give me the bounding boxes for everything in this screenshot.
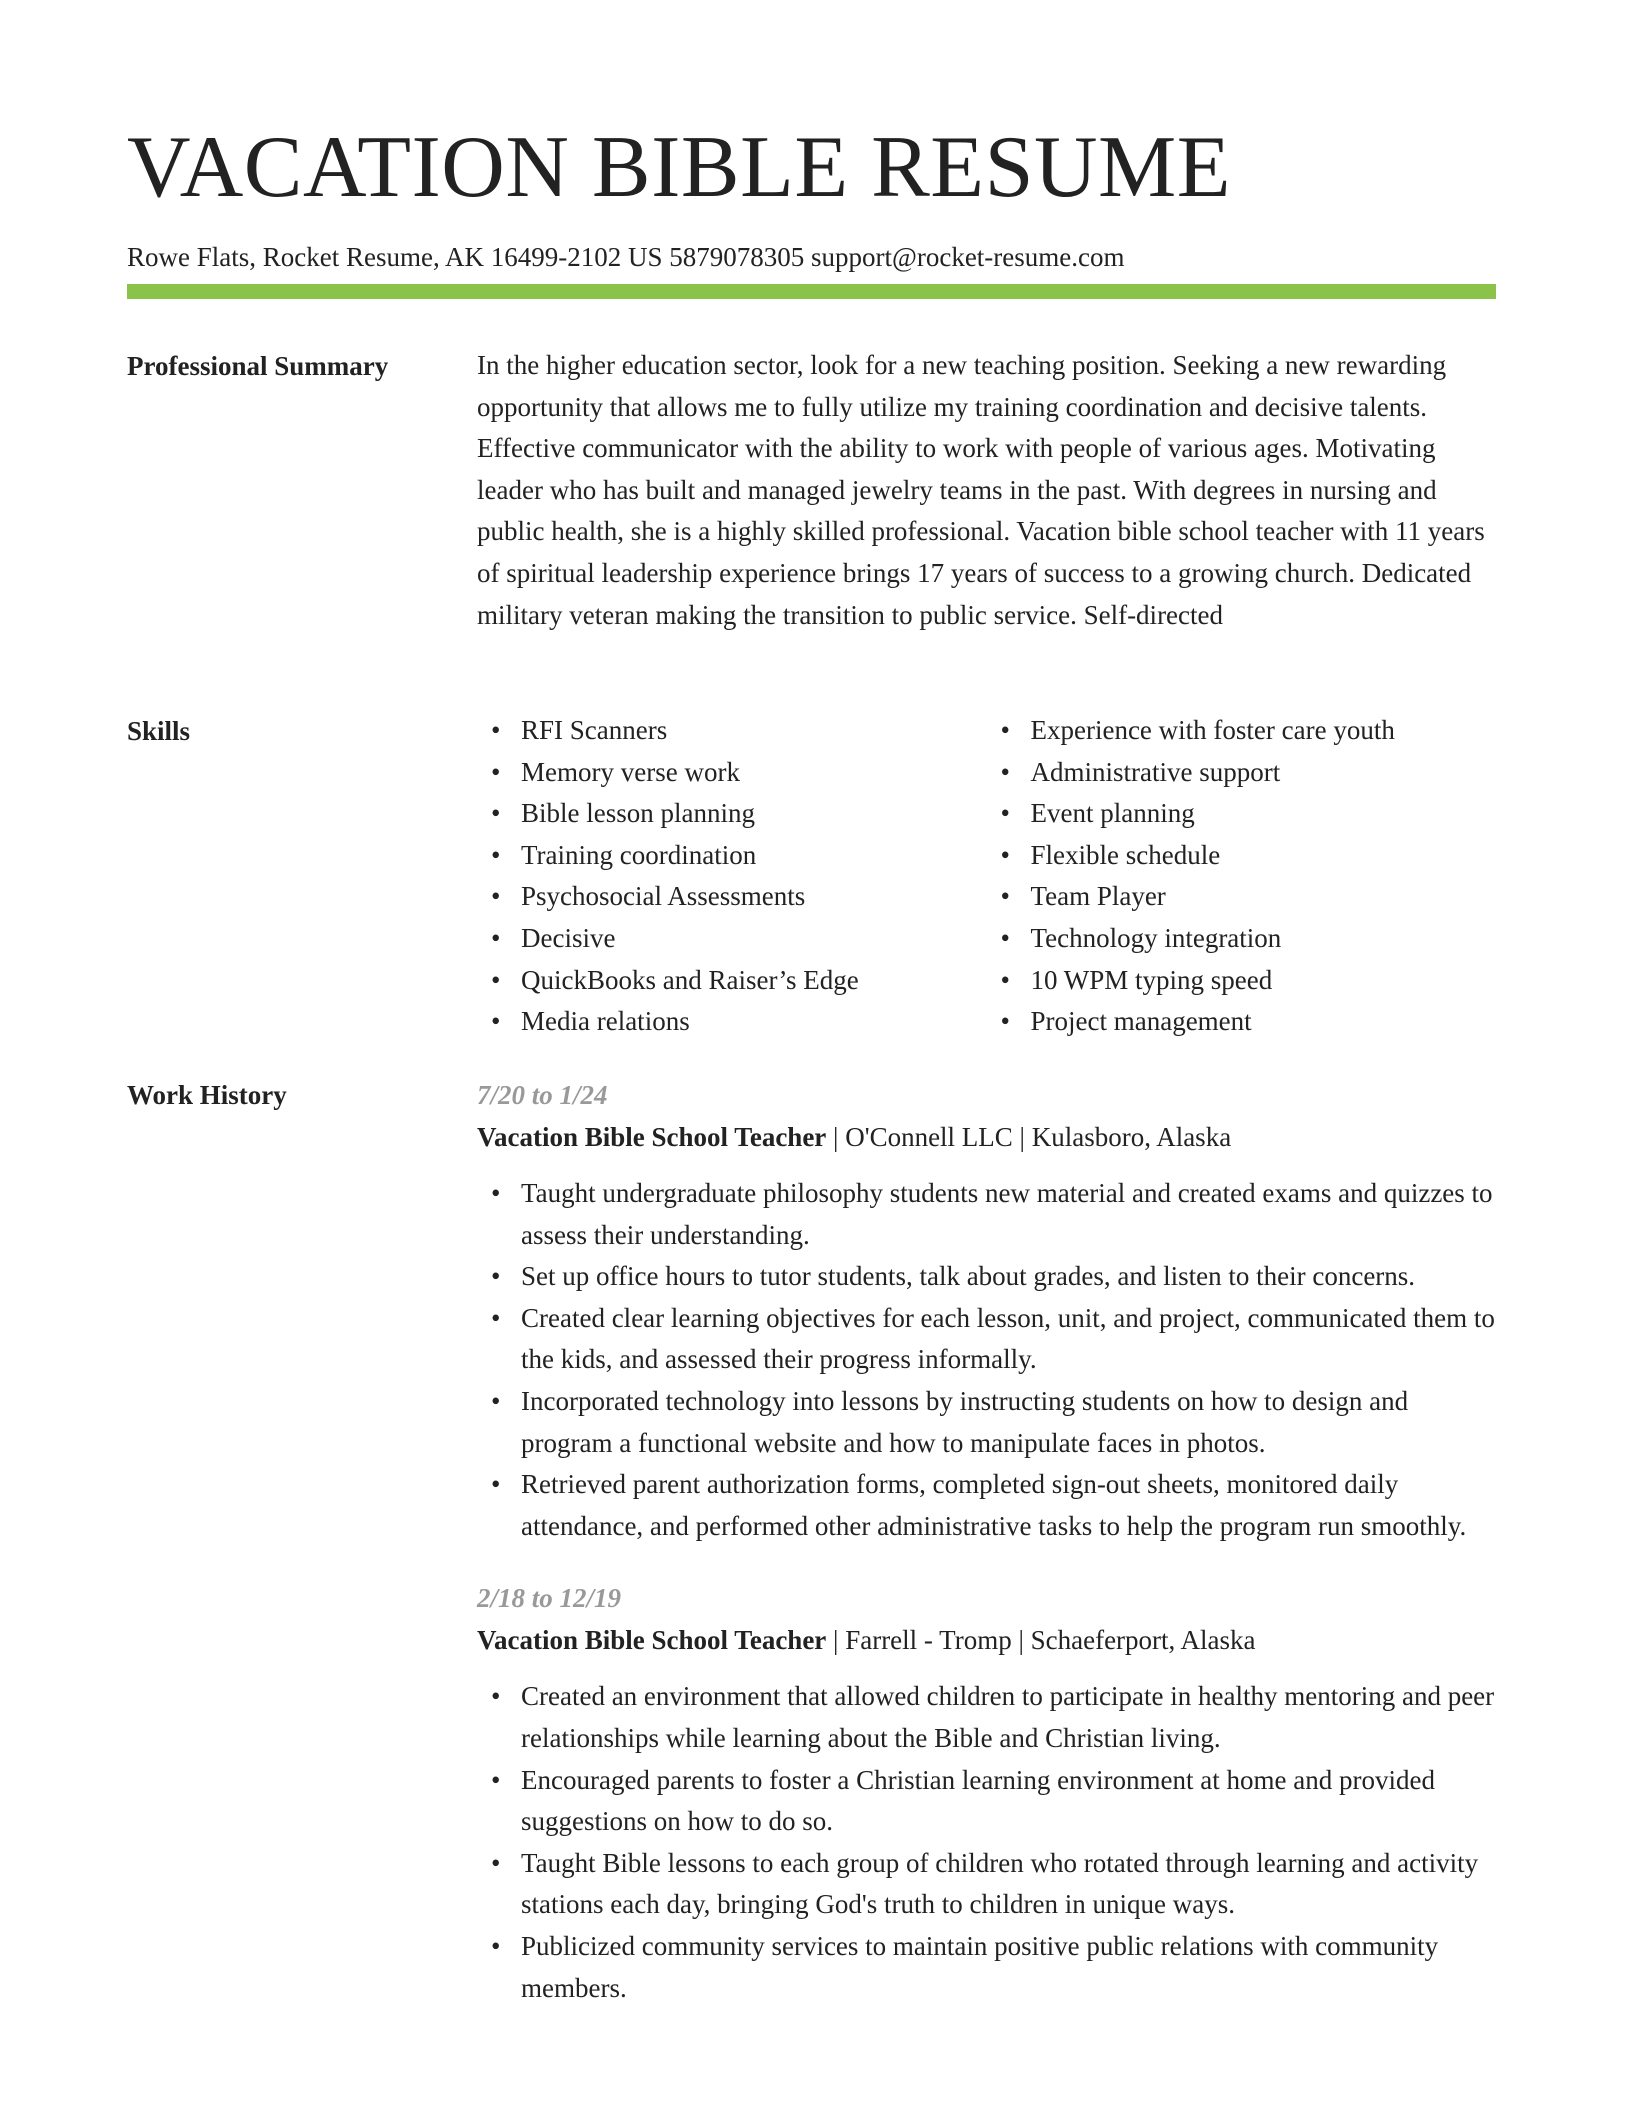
job-employer-location: | Farrell - Tromp | Schaeferport, Alaska xyxy=(826,1625,1256,1656)
work-history-heading: Work History xyxy=(127,1080,287,1110)
summary-body xyxy=(477,345,1496,636)
skills-body xyxy=(477,710,1496,1043)
job-title: Vacation Bible School Teacher xyxy=(477,1625,827,1656)
skill-item: • Event planning xyxy=(1031,793,1497,835)
skills-section xyxy=(127,710,1496,1050)
skill-item: • Memory verse work xyxy=(521,752,987,794)
resume-header xyxy=(127,118,1495,274)
job-employer-location: | O'Connell LLC | Kulasboro, Alaska xyxy=(826,1122,1232,1152)
skill-item: • Psychosocial Assessments xyxy=(521,876,987,918)
job-bullet-list xyxy=(477,1173,1496,1547)
skill-item: • QuickBooks and Raiser’s Edge xyxy=(521,960,987,1002)
skill-item: • Training coordination xyxy=(521,835,987,877)
skill-item: • Flexible schedule xyxy=(1031,835,1497,877)
summary-section xyxy=(127,345,1496,685)
job-dates: 2/18 to 12/19 xyxy=(477,1583,622,1614)
work-history-section xyxy=(127,1074,1496,2094)
job-bullet: • Incorporated technology into lessons by instructing students on how to design and program a functional website and how to manipulate faces in photos. xyxy=(521,1381,1496,1464)
resume-name: VACATION BIBLE RESUME xyxy=(127,119,1232,216)
skills-list-right xyxy=(987,710,1497,1043)
job-title: Vacation Bible School Teacher xyxy=(477,1122,827,1152)
work-history-body xyxy=(477,1074,1496,2039)
summary-heading: Professional Summary xyxy=(127,351,389,381)
job-title-line xyxy=(477,1619,1496,1661)
skill-item: • Administrative support xyxy=(1031,752,1497,794)
skill-item: • Bible lesson planning xyxy=(521,793,987,835)
skill-item: • Project management xyxy=(1031,1001,1497,1043)
job-bullet: • Retrieved parent authorization forms, completed sign-out sheets, monitored daily attendance, and performed other administrative tasks to help the program run smoothly. xyxy=(521,1464,1496,1547)
skill-item: • RFI Scanners xyxy=(521,710,987,752)
summary-text: In the higher education sector, look for a new teaching position. Seeking a new rewarding opportunity that allows me to fully utilize my training coordination and decisive talents. Effective communicator with the ability to work with people of various ages. Motivating leader who has built and managed jewelry teams in the past. With degrees in nursing and public health, she is a highly skilled professional. Vacation bible school teacher with 11 years of spiritual leadership experience brings 17 years of success to a growing church. Dedicated military veteran making the transition to public service. Self-directed xyxy=(477,350,1485,630)
job-bullet: • Set up office hours to tutor students, talk about grades, and listen to their concerns. xyxy=(521,1256,1496,1298)
skill-item: • 10 WPM typing speed xyxy=(1031,960,1497,1002)
job-bullet: • Created clear learning objectives for each lesson, unit, and project, communicated them to the kids, and assessed their progress informally. xyxy=(521,1298,1496,1381)
contact-line: Rowe Flats, Rocket Resume, AK 16499-2102 US 5879078305 support@rocket-resume.com xyxy=(127,242,1125,272)
job-entry xyxy=(477,1577,1496,2009)
skills-heading: Skills xyxy=(127,716,191,746)
skill-item: • Experience with foster care youth xyxy=(1031,710,1497,752)
job-dates: 7/20 to 1/24 xyxy=(477,1080,608,1110)
job-bullet: • Encouraged parents to foster a Christian learning environment at home and provided suggestions on how to do so. xyxy=(521,1760,1496,1843)
job-entry xyxy=(477,1074,1496,1547)
skills-list-left xyxy=(477,710,987,1043)
job-title-line xyxy=(477,1116,1496,1158)
skill-item: • Team Player xyxy=(1031,876,1497,918)
job-bullet: • Taught Bible lessons to each group of children who rotated through learning and activity stations each day, bringing God's truth to children in unique ways. xyxy=(521,1843,1496,1926)
skill-item: • Media relations xyxy=(521,1001,987,1043)
job-bullet-list xyxy=(477,1676,1496,2009)
job-bullet: • Publicized community services to maintain positive public relations with community members. xyxy=(521,1926,1496,2009)
job-bullet: • Created an environment that allowed children to participate in healthy mentoring and peer relationships while learning about the Bible and Christian living. xyxy=(521,1676,1496,1759)
job-bullet: • Taught undergraduate philosophy students new material and created exams and quizzes to assess their understanding. xyxy=(521,1173,1496,1256)
skill-item: • Technology integration xyxy=(1031,918,1497,960)
accent-divider xyxy=(127,284,1496,299)
skill-item: • Decisive xyxy=(521,918,987,960)
